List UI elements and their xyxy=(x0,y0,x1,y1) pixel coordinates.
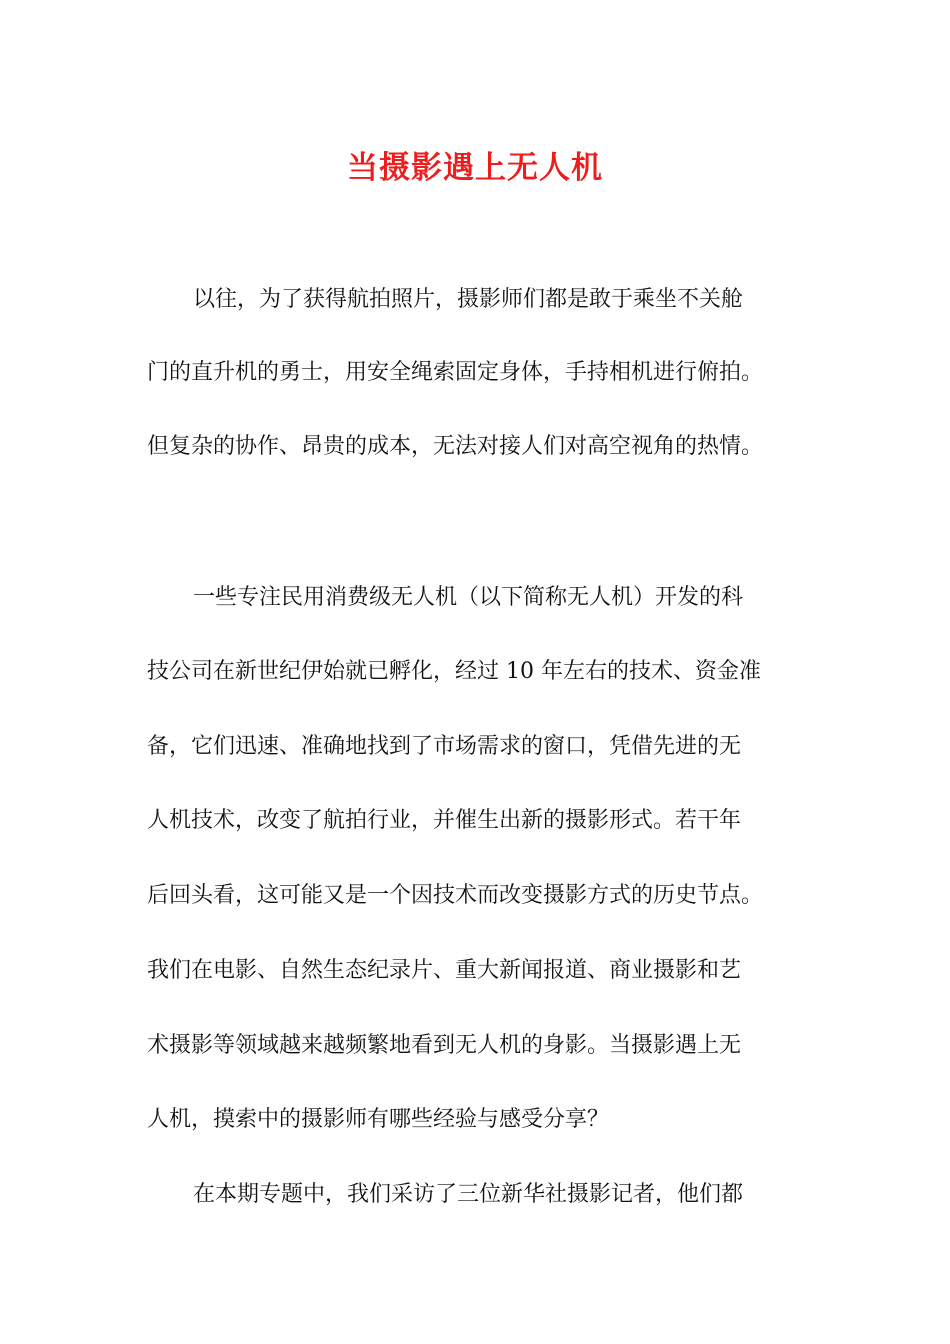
paragraph-1-line-2: 门的直升机的勇士，用安全绳索固定身体，手持相机进行俯拍。 xyxy=(147,360,764,385)
paragraph-2-line-2: 技公司在新世纪伊始就已孵化，经过 10 年左右的技术、资金准 xyxy=(147,659,761,684)
document-title: 当摄影遇上无人机 xyxy=(347,150,603,186)
paragraph-1-line-3: 但复杂的协作、昂贵的成本，无法对接人们对高空视角的热情。 xyxy=(147,434,764,459)
paragraph-1-line-1: 以往，为了获得航拍照片，摄影师们都是敢于乘坐不关舱 xyxy=(193,287,744,312)
paragraph-2-line-8: 人机，摸索中的摄影师有哪些经验与感受分享？ xyxy=(147,1107,610,1132)
paragraph-2-line-6: 我们在电影、自然生态纪录片、重大新闻报道、商业摄影和艺 xyxy=(147,958,742,983)
paragraph-2-line-3: 备，它们迅速、准确地找到了市场需求的窗口，凭借先进的无 xyxy=(147,734,742,759)
paragraph-2-line-4: 人机技术，改变了航拍行业，并催生出新的摄影形式。若干年 xyxy=(147,808,742,833)
paragraph-2-line-1: 一些专注民用消费级无人机（以下简称无人机）开发的科 xyxy=(193,585,744,610)
paragraph-2-line-7: 术摄影等领域越来越频繁地看到无人机的身影。当摄影遇上无 xyxy=(147,1033,742,1058)
paragraph-2-line-5: 后回头看，这可能又是一个因技术而改变摄影方式的历史节点。 xyxy=(147,883,764,908)
paragraph-3-line-1: 在本期专题中，我们采访了三位新华社摄影记者，他们都 xyxy=(193,1182,744,1207)
